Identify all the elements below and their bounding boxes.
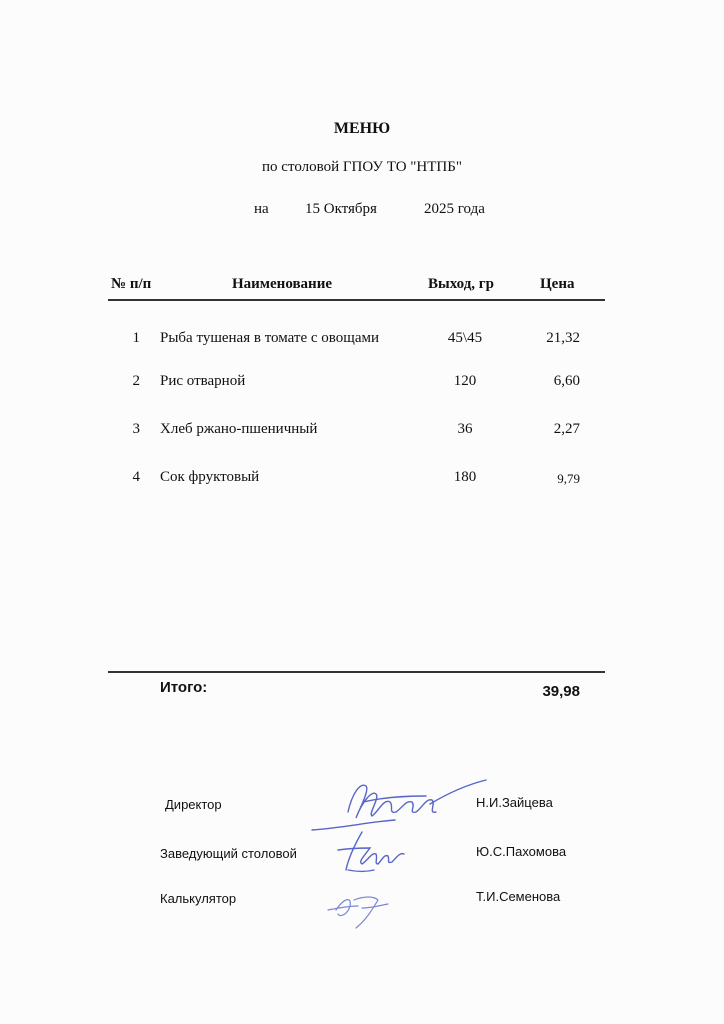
- total-label: Итого:: [160, 679, 208, 696]
- total-value: 39,98: [542, 683, 580, 700]
- table-row: [0, 469, 724, 491]
- signature-name-calculator: Т.И.Семенова: [476, 889, 561, 904]
- page-subtitle: по столовой ГПОУ ТО "НТПБ": [262, 159, 462, 175]
- table-row: [0, 330, 724, 352]
- row-name: Хлеб ржано-пшеничный: [160, 421, 318, 437]
- row-price: 6,60: [553, 373, 580, 389]
- signature-name-canteen-head: Ю.С.Пахомова: [476, 844, 567, 859]
- page-title: МЕНЮ: [333, 120, 391, 137]
- calculator-signature-mark: [318, 880, 418, 935]
- signature-role-calculator: Калькулятор: [160, 891, 237, 906]
- row-output: 45\45: [447, 330, 483, 346]
- signature-role-director: Директор: [165, 797, 222, 812]
- column-header-name: Наименование: [232, 276, 332, 292]
- column-header-price: Цена: [540, 276, 575, 292]
- table-row: [0, 421, 724, 443]
- date-prefix: на: [254, 201, 269, 217]
- row-output: 180: [453, 469, 477, 485]
- row-number: 2: [132, 373, 140, 389]
- row-name: Рыба тушеная в томате с овощами: [160, 330, 380, 346]
- table-row: [0, 373, 724, 395]
- row-number: 4: [132, 469, 140, 485]
- row-name: Рис отварной: [160, 373, 246, 389]
- date-day: 15 Октября: [305, 201, 377, 217]
- row-name: Сок фруктовый: [160, 469, 260, 485]
- column-header-output: Выход, гр: [428, 276, 494, 292]
- row-output: 36: [457, 421, 473, 437]
- row-number: 3: [132, 421, 140, 437]
- row-price: 21,32: [546, 330, 580, 346]
- column-header-number: № п/п: [111, 276, 152, 292]
- row-output: 120: [453, 373, 477, 389]
- header-divider: [108, 299, 605, 301]
- signature-role-canteen-head: Заведующий столовой: [160, 846, 297, 861]
- date-year: 2025 года: [424, 201, 485, 217]
- total-divider: [108, 671, 605, 673]
- row-price: 9,79: [557, 471, 580, 486]
- row-price: 2,27: [553, 421, 580, 437]
- row-number: 1: [132, 330, 140, 346]
- signature-name-director: Н.И.Зайцева: [476, 795, 553, 810]
- canteen-head-signature-mark: [318, 826, 428, 881]
